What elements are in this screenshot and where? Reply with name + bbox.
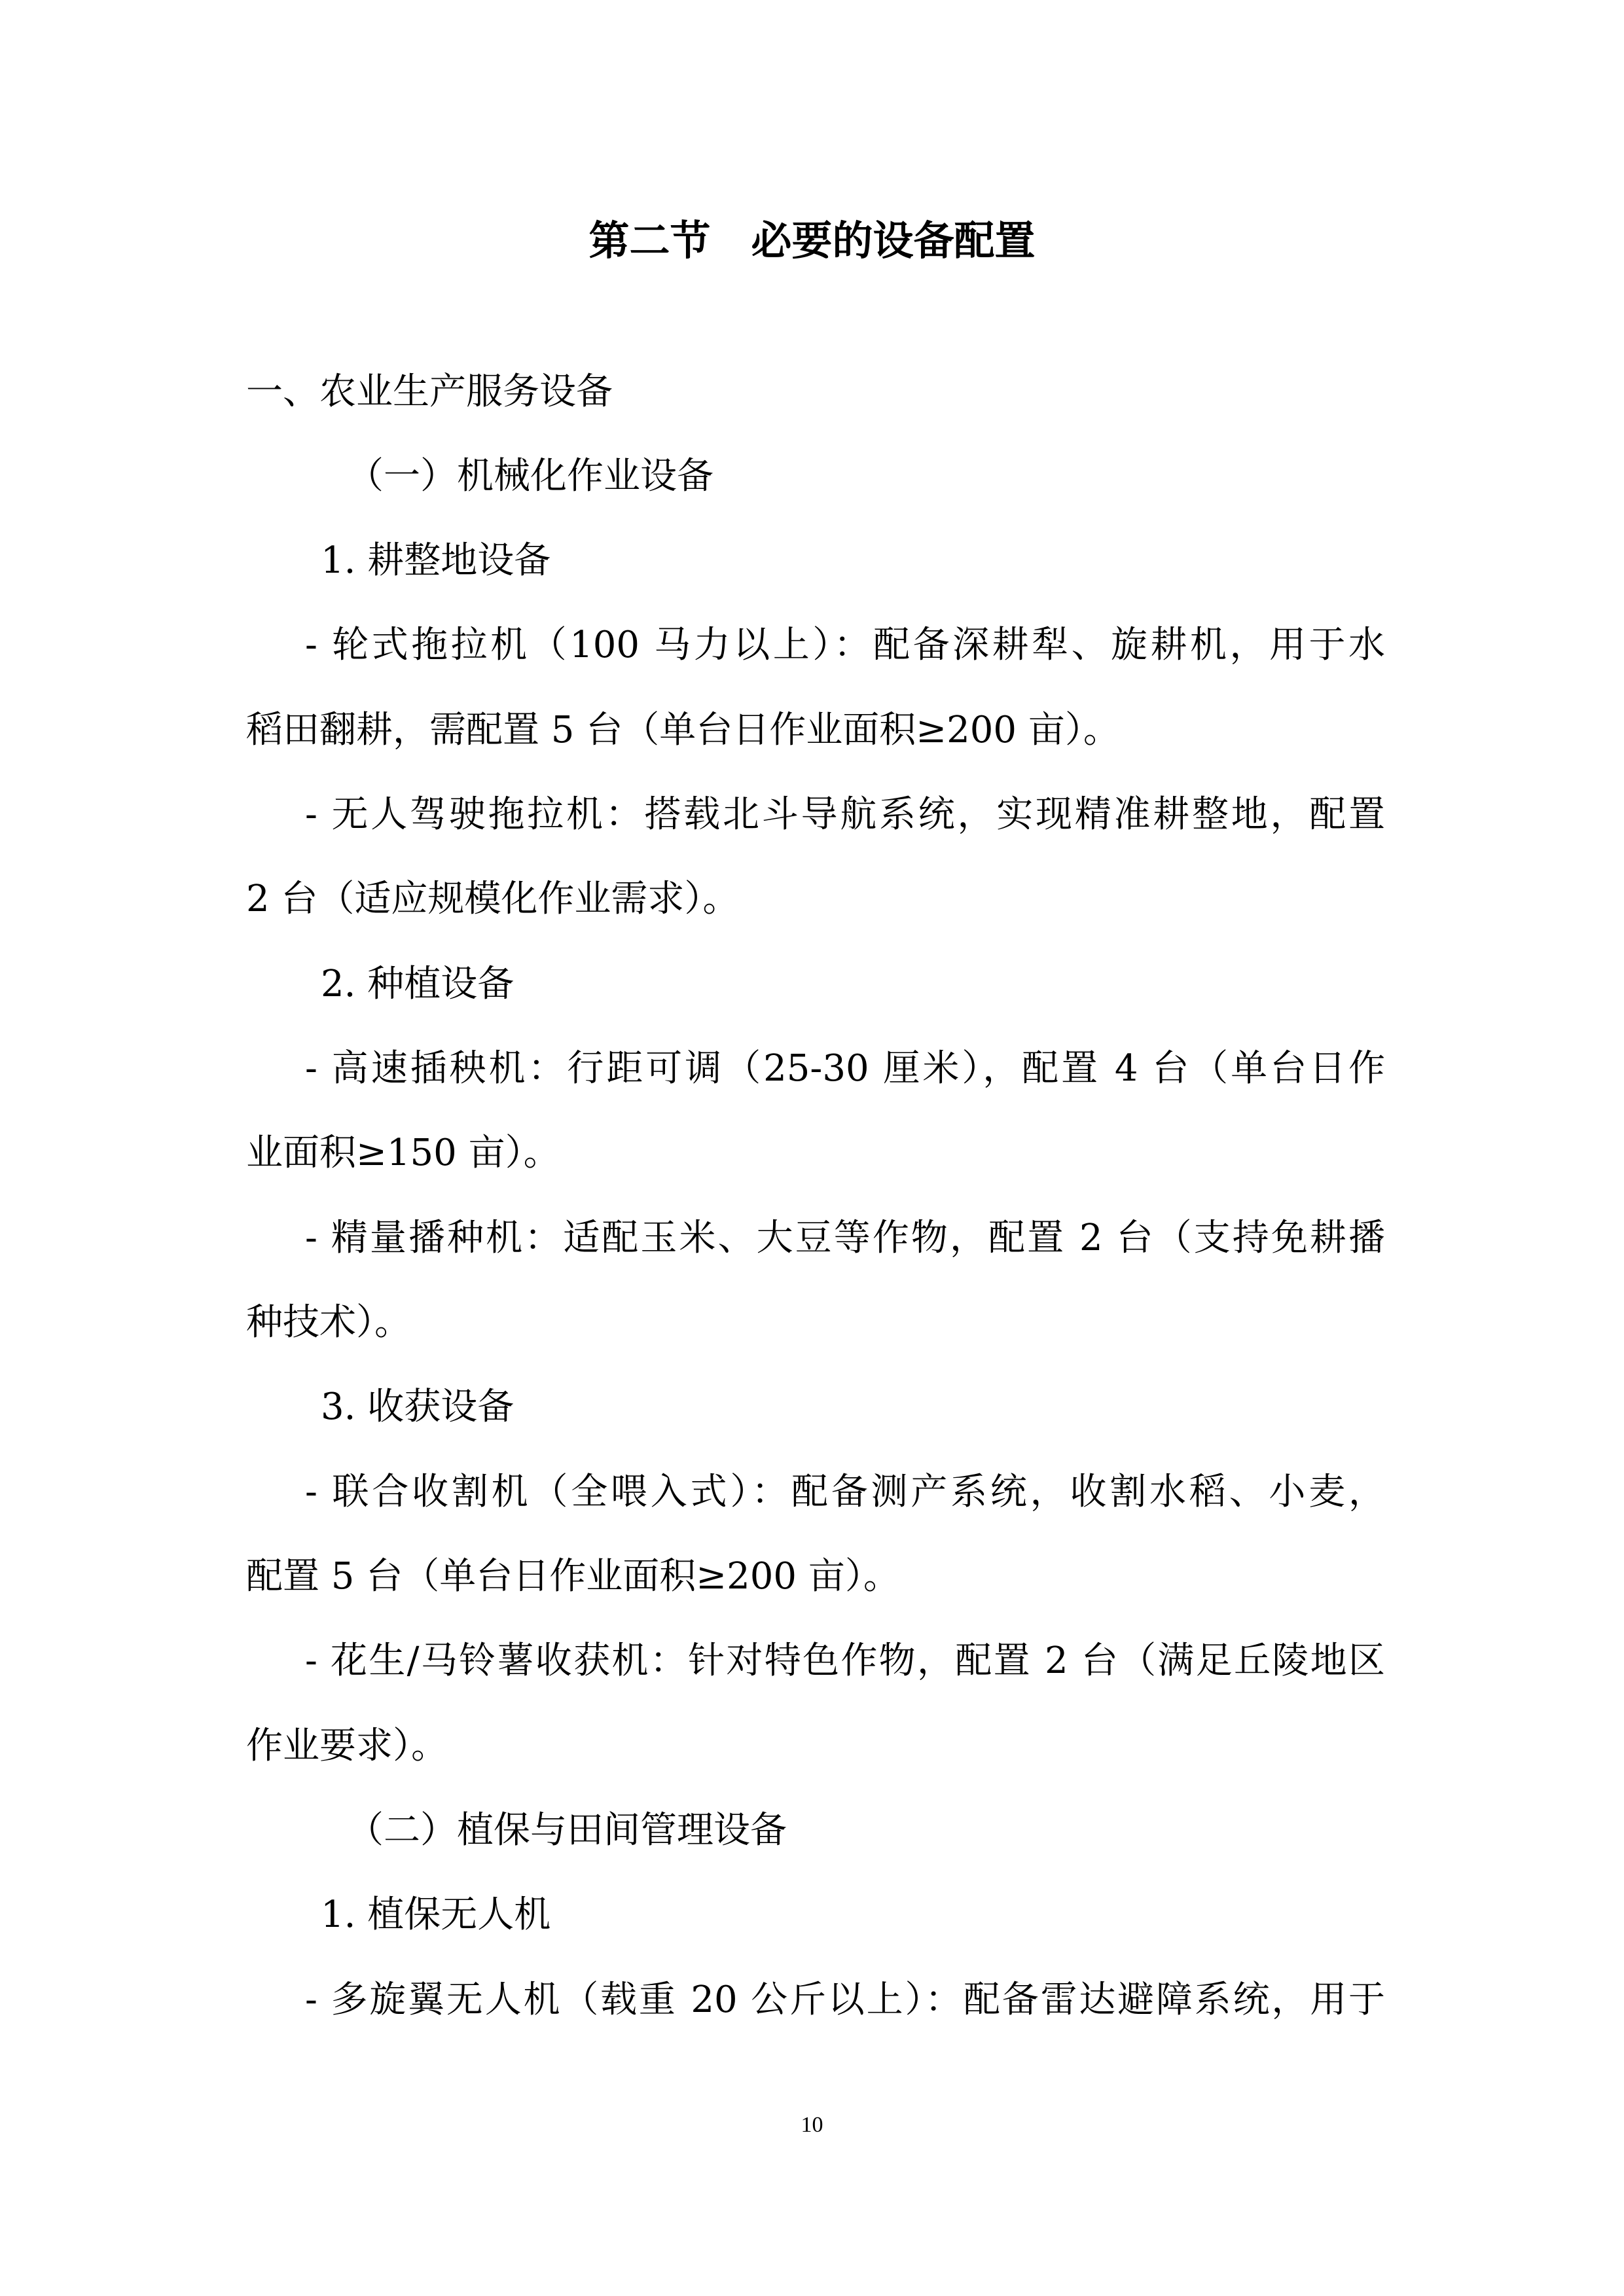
heading-level-2: （一）机械化作业设备	[347, 455, 713, 497]
heading-level-3: 3. 收获设备	[321, 1386, 514, 1428]
heading-level-1: 一、农业生产服务设备	[246, 370, 613, 413]
paragraph-line: 种技术）。	[246, 1301, 411, 1344]
paragraph-line: 作业要求）。	[246, 1725, 448, 1767]
heading-level-3: 1. 耕整地设备	[321, 539, 551, 582]
paragraph-line: 业面积≥150 亩）。	[246, 1132, 560, 1174]
paragraph-line: - 无人驾驶拖拉机：搭载北斗导航系统，实现精准耕整地，配置	[305, 793, 1385, 836]
page-number: 10	[801, 2113, 823, 2137]
heading-level-2: （二）植保与田间管理设备	[347, 1809, 787, 1852]
paragraph-line: - 花生/马铃薯收获机：针对特色作物，配置 2 台（满足丘陵地区	[305, 1640, 1385, 1682]
heading-level-3: 1. 植保无人机	[321, 1893, 551, 1936]
heading-level-3: 2. 种植设备	[321, 963, 514, 1005]
paragraph-line: 稻田翻耕，需配置 5 台（单台日作业面积≥200 亩）。	[246, 709, 1120, 751]
paragraph-line: - 高速插秧机：行距可调（25-30 厘米），配置 4 台（单台日作	[305, 1047, 1385, 1090]
paragraph-line: - 轮式拖拉机（100 马力以上）：配备深耕犁、旋耕机，用于水	[305, 624, 1385, 666]
section-title: 第二节 必要的设备配置	[588, 217, 1036, 264]
paragraph-line: 2 台（适应规模化作业需求）。	[246, 878, 740, 920]
paragraph-line: - 精量播种机：适配玉米、大豆等作物，配置 2 台（支持免耕播	[305, 1217, 1385, 1259]
paragraph-line: - 多旋翼无人机（载重 20 公斤以上）：配备雷达避障系统，用于	[305, 1979, 1385, 2021]
paragraph-line: 配置 5 台（单台日作业面积≥200 亩）。	[246, 1555, 900, 1598]
paragraph-line: - 联合收割机（全喂入式）：配备测产系统，收割水稻、小麦，	[305, 1471, 1385, 1513]
